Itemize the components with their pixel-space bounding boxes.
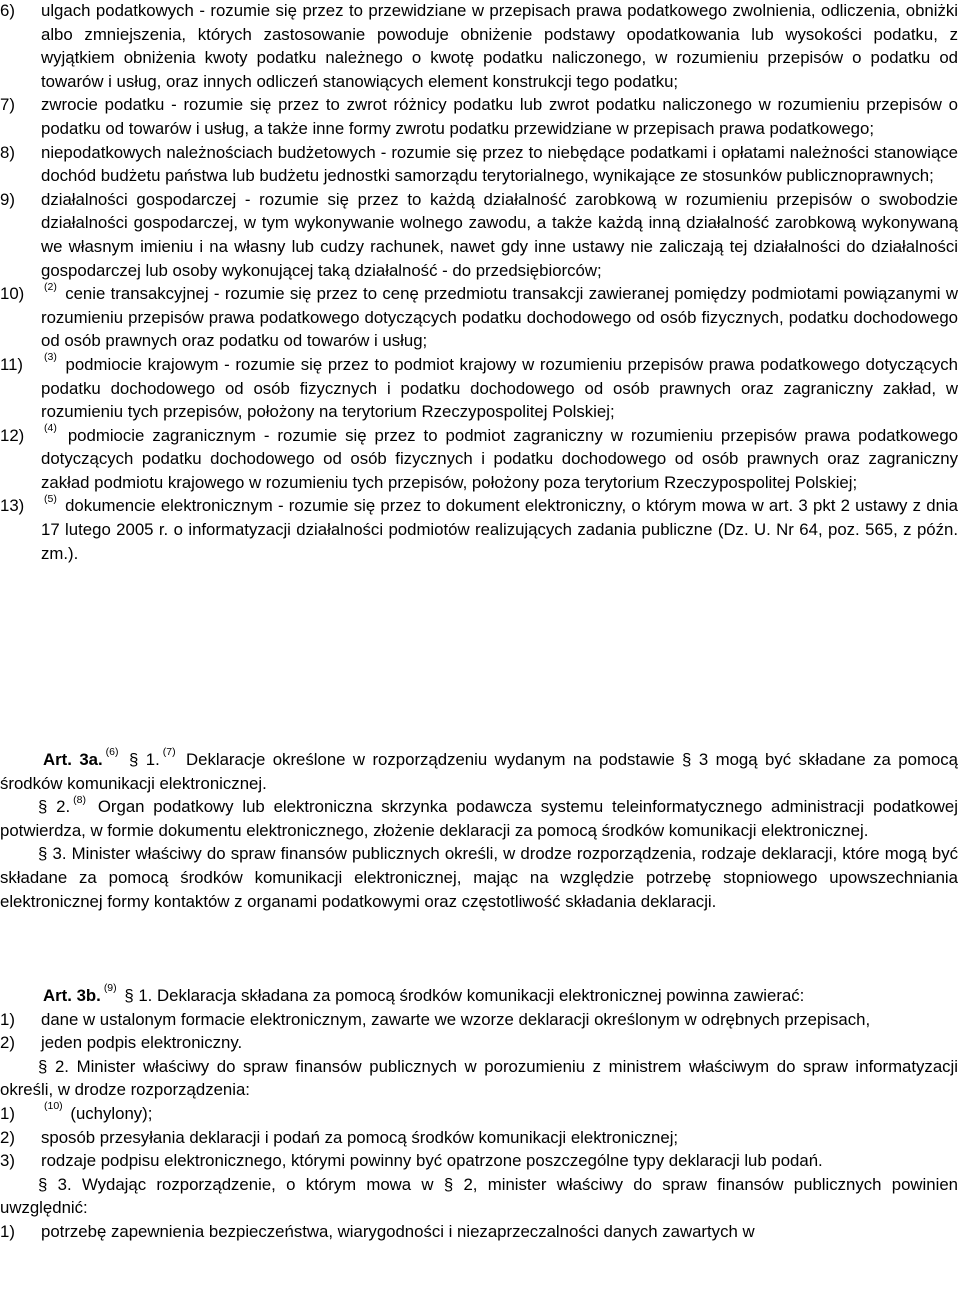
list-item xyxy=(0,0,958,93)
list-item-number: 1) xyxy=(0,1221,15,1241)
art3b-label: Art. 3b. xyxy=(43,986,101,1005)
art3b-par2 xyxy=(0,1055,958,1102)
footnote-ref: (7) xyxy=(162,746,176,759)
section-sign: § xyxy=(38,844,48,864)
list-item-text: (uchylony); xyxy=(70,1103,153,1123)
list-item-text: jeden podpis elektroniczny. xyxy=(41,1033,243,1053)
list-item-number: 12) xyxy=(0,425,25,445)
list-item xyxy=(0,1008,958,1032)
list-item xyxy=(0,1126,958,1150)
par-text: Organ podatkowy lub elektroniczna skrzynka podawcza systemu teleinformatycznego administracji podatkowej potwierdza, w formie dokumentu elektronicznego, złożenie deklaracji za pomocą środków komunikacji elektronicznej. xyxy=(0,797,958,840)
list-item-text: podmiocie zagranicznym - rozumie się przez to podmiot zagraniczny w rozumieniu przepisów prawa podatkowego dotyczących podatku dochodowego od osób fizycznych i podatku dochodowego od osób prawnych oraz zagraniczny zakład podmiotu krajowego w rozumieniu tych przepisów, położony poza terytorium Rzeczypospolitej Polskiej; xyxy=(41,425,958,492)
list-item-text: zwrocie podatku - rozumie się przez to zwrot różnicy podatku lub zwrot podatku naliczonego w rozumieniu przepisów o podatku od towarów i usług, a także inne formy zwrotu podatku przewidziane w przepisach prawa podatkowego; xyxy=(41,95,958,138)
list-item-number: 6) xyxy=(0,1,15,20)
art3b-par1 xyxy=(0,984,958,1008)
par-number: 3. xyxy=(57,1174,72,1194)
par-number: 2. xyxy=(56,797,71,817)
art3a-par3 xyxy=(0,842,958,913)
list-item xyxy=(0,1220,958,1244)
art3b-par1-list xyxy=(0,1008,958,1055)
art3b-par3-list xyxy=(0,1220,958,1244)
list-item-number: 2) xyxy=(0,1033,15,1053)
list-item-number: 8) xyxy=(0,142,15,162)
list-item-number: 1) xyxy=(0,1009,15,1029)
footnote-ref: (10) xyxy=(44,1100,63,1113)
art3b-par2-list xyxy=(0,1102,958,1173)
section-sign: § xyxy=(38,1056,48,1076)
list-item xyxy=(0,188,958,282)
list-item-text: niepodatkowych należnościach budżetowych - rozumie się przez to niebędące podatkami i opłatami należności stanowiące dochód budżetu państwa lub budżetu jednostki samorządu terytorialnego, wynikające ze stosunków publicznoprawnych; xyxy=(41,142,958,186)
list-item-number: 10) xyxy=(0,284,25,304)
list-item-number: 11) xyxy=(0,354,24,374)
section-sign: § xyxy=(38,1174,48,1194)
par-number: 1. xyxy=(145,750,160,769)
par-text: Deklaracja składana za pomocą środków komunikacji elektronicznej powinna zawierać: xyxy=(157,986,805,1005)
par-text: 3 mogą być składane za pomocą środków komunikacji elektronicznej. xyxy=(0,750,958,793)
par-text: 2, minister właściwy do spraw finansów publicznych powinien uwzględnić: xyxy=(0,1174,958,1218)
section-sign: § xyxy=(128,750,139,769)
art3a-footnote-ref: (6) xyxy=(105,746,119,759)
list-item-text: ulgach podatkowych - rozumie się przez to przewidziane w przepisach prawa podatkowego zwolnienia, odliczenia, obniżki albo zmniejszenia, których zastosowanie powoduje obniżenie podstawy opodatkowania lub wysokości podatku, z wyjątkiem obniżenia kwoty podatku należnego o kwotę podatku naliczonego, w rozumieniu przepisów o podatku od towarów i usług, oraz innych odliczeń stanowiących element konstrukcji tego podatku; xyxy=(41,1,958,91)
par-text: Deklaracje określone w rozporządzeniu wydanym na podstawie xyxy=(186,750,675,769)
list-item xyxy=(0,141,958,188)
list-item-number: 9) xyxy=(0,189,15,209)
par-number: 2. xyxy=(54,1056,69,1076)
list-item-number: 13) xyxy=(0,496,25,516)
definitions-list xyxy=(0,0,958,565)
list-item-text: działalności gospodarczej - rozumie się przez to każdą działalność zarobkową w rozumieniu przepisów o swobodzie działalności gospodarczej, w tym wykonywanie wolnego zawodu, a także każdą inną działalność zarobkową wykonywaną we własnym imieniu i na własny lub cudzy rachunek, nawet gdy inne ustawy nie zaliczają tej działalności do działalności gospodarczej lub osoby wykonującej taką działalność - do przedsiębiorców; xyxy=(41,189,958,280)
list-item xyxy=(0,282,958,353)
footnote-ref: (5) xyxy=(44,492,57,505)
list-item-number: 1) xyxy=(0,1103,15,1123)
list-item-text: cenie transakcyjnej - rozumie się przez to cenę przedmiotu transakcji zawieranej pomiędzy podmiotami powiązanymi w rozumieniu przepisów prawa podatkowego dotyczących podatku dochodowego od osób fizycznych, podatku dochodowego od osób prawnych oraz podatku od towarów i usług; xyxy=(41,284,958,351)
art3b-footnote-ref: (9) xyxy=(103,982,117,995)
art3a-par2 xyxy=(0,795,958,842)
list-item xyxy=(0,1102,958,1126)
par-number: 3. xyxy=(52,844,67,864)
list-item xyxy=(0,353,958,424)
art3a-par1 xyxy=(0,748,958,795)
list-item-number: 3) xyxy=(0,1151,15,1171)
footnote-ref: (8) xyxy=(73,793,87,806)
section-sign: § xyxy=(38,797,48,817)
section-sign: § xyxy=(124,986,134,1005)
list-item xyxy=(0,424,958,495)
list-item-number: 2) xyxy=(0,1127,15,1147)
footnote-ref: (4) xyxy=(44,422,57,435)
section-sign: § xyxy=(682,750,692,769)
list-item xyxy=(0,494,958,565)
footnote-ref: (3) xyxy=(44,351,57,364)
par-text: Minister właściwy do spraw finansów publicznych w porozumieniu z ministrem właściwym do spraw informatyzacji określi, w drodze rozporządzenia: xyxy=(0,1056,959,1100)
art3a-label: Art. 3a. xyxy=(43,750,103,769)
list-item-text: podmiocie krajowym - rozumie się przez to podmiot krajowy w rozumieniu przepisów prawa podatkowego dotyczących podatku dochodowego od osób fizycznych i podatku dochodowego od osób prawnych oraz zagraniczny zakład, w rozumieniu tych przepisów, położony na terytorium Rzeczypospolitej Polskiej; xyxy=(41,354,958,422)
article-3a xyxy=(0,748,958,913)
list-item-number: 7) xyxy=(0,95,15,115)
art3b-par3 xyxy=(0,1173,958,1220)
list-item xyxy=(0,1031,958,1055)
section-sign: § xyxy=(443,1174,454,1194)
list-item-text: potrzebę zapewnienia bezpieczeństwa, wiarygodności i niezaprzeczalności danych zawartych w xyxy=(41,1221,755,1241)
par-text: Wydając rozporządzenie, o którym mowa w xyxy=(81,1174,434,1194)
list-item-text: dokumencie elektronicznym - rozumie się przez to dokument elektroniczny, o którym mowa w art. 3 pkt 2 ustawy z dnia 17 lutego 2005 r. o informatyzacji działalności podmiotów realizujących zadania publiczne (Dz. U. Nr 64, poz. 565, z późn. zm.). xyxy=(41,496,958,563)
par-number: 1. xyxy=(138,986,153,1005)
list-item-text: rodzaje podpisu elektronicznego, którymi powinny być opatrzone poszczególne typy deklaracji lub podań. xyxy=(41,1151,823,1171)
list-item xyxy=(0,93,958,140)
list-item-text: dane w ustalonym formacie elektronicznym, zawarte we wzorze deklaracji określonym w odrębnych przepisach, xyxy=(41,1009,871,1029)
article-3b xyxy=(0,984,958,1244)
par-text: Minister właściwy do spraw finansów publicznych określi, w drodze rozporządzenia, rodzaje deklaracji, które mogą być składane za pomocą środków komunikacji elektronicznej, mając na względzie potrzebę stopniowego upowszechniania elektronicznej formy kontaktów z organami podatkowymi oraz częstotliwość składania deklaracji. xyxy=(0,844,958,911)
list-item xyxy=(0,1149,958,1173)
footnote-ref: (2) xyxy=(44,280,57,293)
list-item-text: sposób przesyłania deklaracji i podań za pomocą środków komunikacji elektronicznej; xyxy=(41,1127,679,1147)
